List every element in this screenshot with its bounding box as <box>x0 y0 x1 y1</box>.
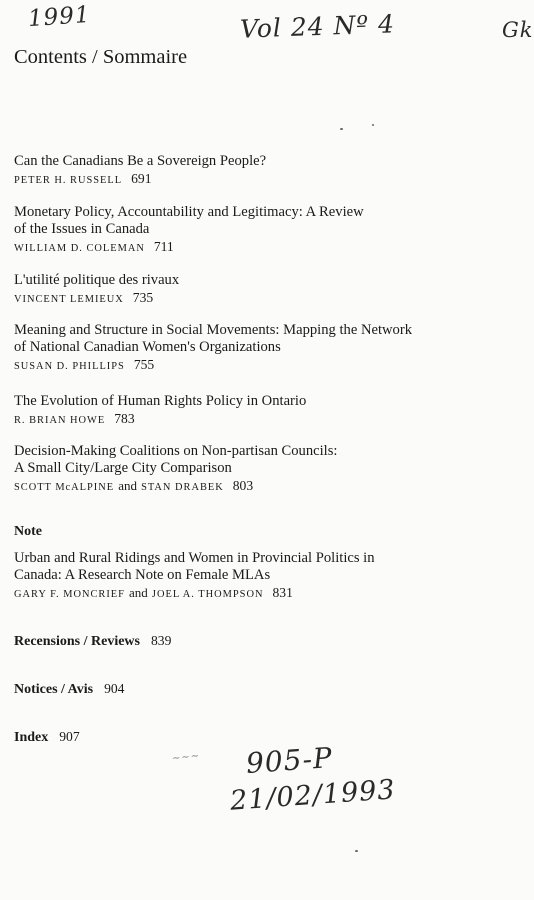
section-label: Recensions / Reviews <box>14 634 140 649</box>
page-number: 803 <box>232 478 254 493</box>
entry-title: Urban and Rural Ridings and Women in Provincial Politics in <box>14 550 375 566</box>
page-title: Contents / Sommaire <box>14 46 188 68</box>
entry-author-line <box>14 290 504 308</box>
page-number: 783 <box>114 411 135 426</box>
page-number: 831 <box>272 585 293 600</box>
page-number: 755 <box>133 357 155 372</box>
author-name: WILLIAM D. COLEMAN <box>14 243 145 254</box>
entry-title: Can the Canadians Be a Sovereign People? <box>14 153 267 169</box>
author-name: VINCENT LEMIEUX <box>14 294 124 305</box>
toc-entry <box>14 204 504 257</box>
entry-title: A Small City/Large City Comparison <box>14 460 232 476</box>
handwritten-scribble: ~~~ <box>171 750 201 765</box>
section-label: Index <box>14 730 49 745</box>
page-number: 691 <box>131 171 152 186</box>
entry-title: The Evolution of Human Rights Policy in Ontario <box>14 393 307 409</box>
page-number: 839 <box>151 633 172 648</box>
section-label: Notices / Avis <box>14 682 94 697</box>
author-name: GARY F. MONCRIEF <box>14 589 125 600</box>
handwritten-callnumber: 905-P <box>244 741 334 780</box>
and-word: and <box>118 478 137 493</box>
entry-author-line <box>14 239 504 257</box>
toc-entry <box>14 550 504 603</box>
page-number: 711 <box>153 239 174 254</box>
section-index <box>14 728 504 746</box>
note-heading: Note <box>14 524 42 539</box>
paper-speck <box>372 124 374 126</box>
page-number: 735 <box>132 290 154 305</box>
entry-title: of National Canadian Women's Organizations <box>14 339 281 355</box>
and-word: and <box>129 585 148 600</box>
handwritten-code: Gk <box>502 18 534 42</box>
author-name: R. BRIAN HOWE <box>14 415 106 426</box>
toc-entry <box>14 272 504 308</box>
entry-author-line <box>14 585 504 603</box>
entry-title: Meaning and Structure in Social Movements: Mapping the Network <box>14 322 413 338</box>
toc-entry <box>14 322 504 375</box>
section-notices <box>14 680 504 698</box>
page-number: 907 <box>59 729 80 744</box>
author-name: JOEL A. THOMPSON <box>151 589 264 600</box>
entry-title: Decision-Making Coalitions on Non-partisan Councils: <box>14 443 338 459</box>
handwritten-year: 1991 <box>27 1 92 33</box>
author-name: SCOTT McALPINE <box>14 482 115 493</box>
entry-title: Canada: A Research Note on Female MLAs <box>14 567 271 583</box>
handwritten-date: 21/02/1993 <box>229 774 397 817</box>
toc-entry <box>14 443 504 496</box>
author-name: STAN DRABEK <box>141 482 224 493</box>
entry-title: of the Issues in Canada <box>14 221 150 237</box>
paper-speck <box>340 128 343 130</box>
entry-title: Monetary Policy, Accountability and Legitimacy: A Review <box>14 204 364 220</box>
section-reviews <box>14 632 504 650</box>
page-number: 904 <box>104 681 125 696</box>
toc-entry <box>14 393 504 429</box>
author-name: PETER H. RUSSELL <box>14 175 123 186</box>
author-name: SUSAN D. PHILLIPS <box>14 361 125 372</box>
entry-title: L'utilité politique des rivaux <box>14 272 180 288</box>
handwritten-volume: Vol 24 Nº 4 <box>239 9 396 44</box>
entry-author-line <box>14 411 504 429</box>
entry-author-line <box>14 357 504 375</box>
entry-author-line <box>14 171 504 189</box>
toc-entry <box>14 153 504 189</box>
paper-speck <box>355 850 358 852</box>
entry-author-line <box>14 478 504 496</box>
